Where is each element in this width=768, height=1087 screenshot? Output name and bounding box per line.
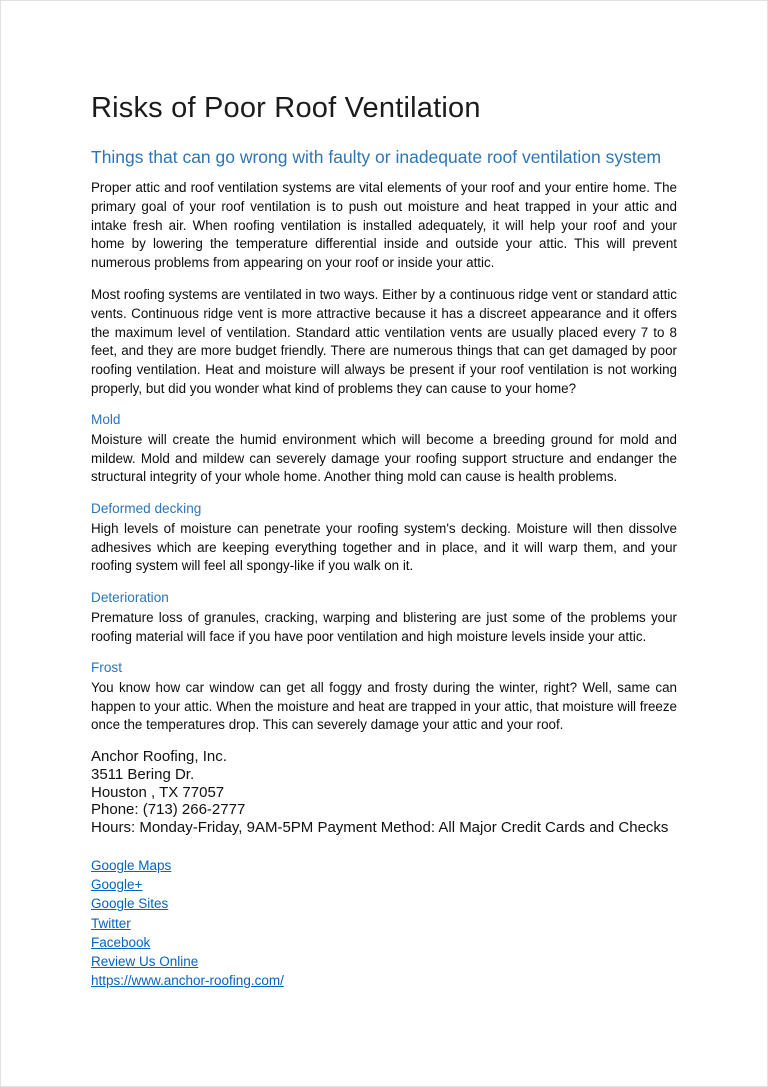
contact-block	[91, 749, 677, 837]
links-block	[91, 858, 677, 989]
contact-hours-payment: Hours: Monday-Friday, 9AM-5PM Payment Method: All Major Credit Cards and Checks	[91, 819, 669, 837]
section-heading-deterioration: Deterioration	[91, 589, 169, 605]
section-heading-frost: Frost	[91, 660, 122, 676]
section-body-deterioration: Premature loss of granules, cracking, warping and blistering are just some of the problems your roofing material will face if you have poor ventilation and high moisture levels inside your attic.	[91, 609, 677, 644]
link-review-us-online[interactable]: Review Us Online	[91, 954, 199, 970]
section-body-mold: Moisture will create the humid environment which will become a breeding ground for mold and mildew. Mold and mildew can severely damage your roofing support structure and endanger the structural integrity of your whole home. Another thing mold can cause is health problems.	[91, 432, 677, 485]
link-google-plus[interactable]: Google+	[91, 877, 143, 893]
page-title: Risks of Poor Roof Ventilation	[91, 92, 481, 124]
contact-company-name: Anchor Roofing, Inc.	[91, 748, 227, 766]
contact-street-address: 3511 Bering Dr.	[91, 765, 195, 783]
contact-phone: Phone: (713) 266-2777	[91, 801, 246, 819]
section-heading-deformed-decking: Deformed decking	[91, 501, 202, 517]
section-body-frost: You know how car window can get all foggy and frosty during the winter, right? Well, same can happen to your attic. When the moisture and heat are trapped in your attic, that moisture will freeze once the temperatures drop. This can severely damage your attic and your roof.	[91, 680, 677, 733]
link-google-sites[interactable]: Google Sites	[91, 896, 169, 912]
link-google-maps[interactable]: Google Maps	[91, 858, 172, 874]
link-twitter[interactable]: Twitter	[91, 915, 131, 931]
intro-paragraph-1: Proper attic and roof ventilation systems are vital elements of your roof and your entire home. The primary goal of your roof ventilation is to push out moisture and heat trapped in your attic and intake fresh air. When roofing ventilation is installed adequately, it will help your roof and your home by lowering the temperature differential inside and outside your attic. This will prevent numerous problems from appearing on your roof or inside your attic.	[91, 180, 677, 270]
section-body-deformed-decking: High levels of moisture can penetrate your roofing system's decking. Moisture will then dissolve adhesives which are keeping everything together and in place, and it will warp them, and your roofing system will feel all spongy-like if you walk on it.	[91, 521, 677, 574]
intro-paragraph-2: Most roofing systems are ventilated in two ways. Either by a continuous ridge vent or standard attic vents. Continuous ridge vent is more attractive because it has a discreet appearance and it offers the maximum level of ventilation. Standard attic ventilation vents are usually placed every 7 to 8 feet, and they are more budget friendly. There are numerous things that can get damaged by poor roofing ventilation. Heat and moisture will always be present if your roof ventilation is not working properly, but did you wonder what kind of problems they can cause to your home?	[91, 287, 677, 396]
link-facebook[interactable]: Facebook	[91, 934, 151, 950]
page-subtitle: Things that can go wrong with faulty or inadequate roof ventilation system	[91, 147, 662, 167]
contact-city-state-zip: Houston , TX 77057	[91, 783, 225, 801]
section-heading-mold: Mold	[91, 412, 121, 428]
link-website-url[interactable]: https://www.anchor-roofing.com/	[91, 973, 284, 989]
